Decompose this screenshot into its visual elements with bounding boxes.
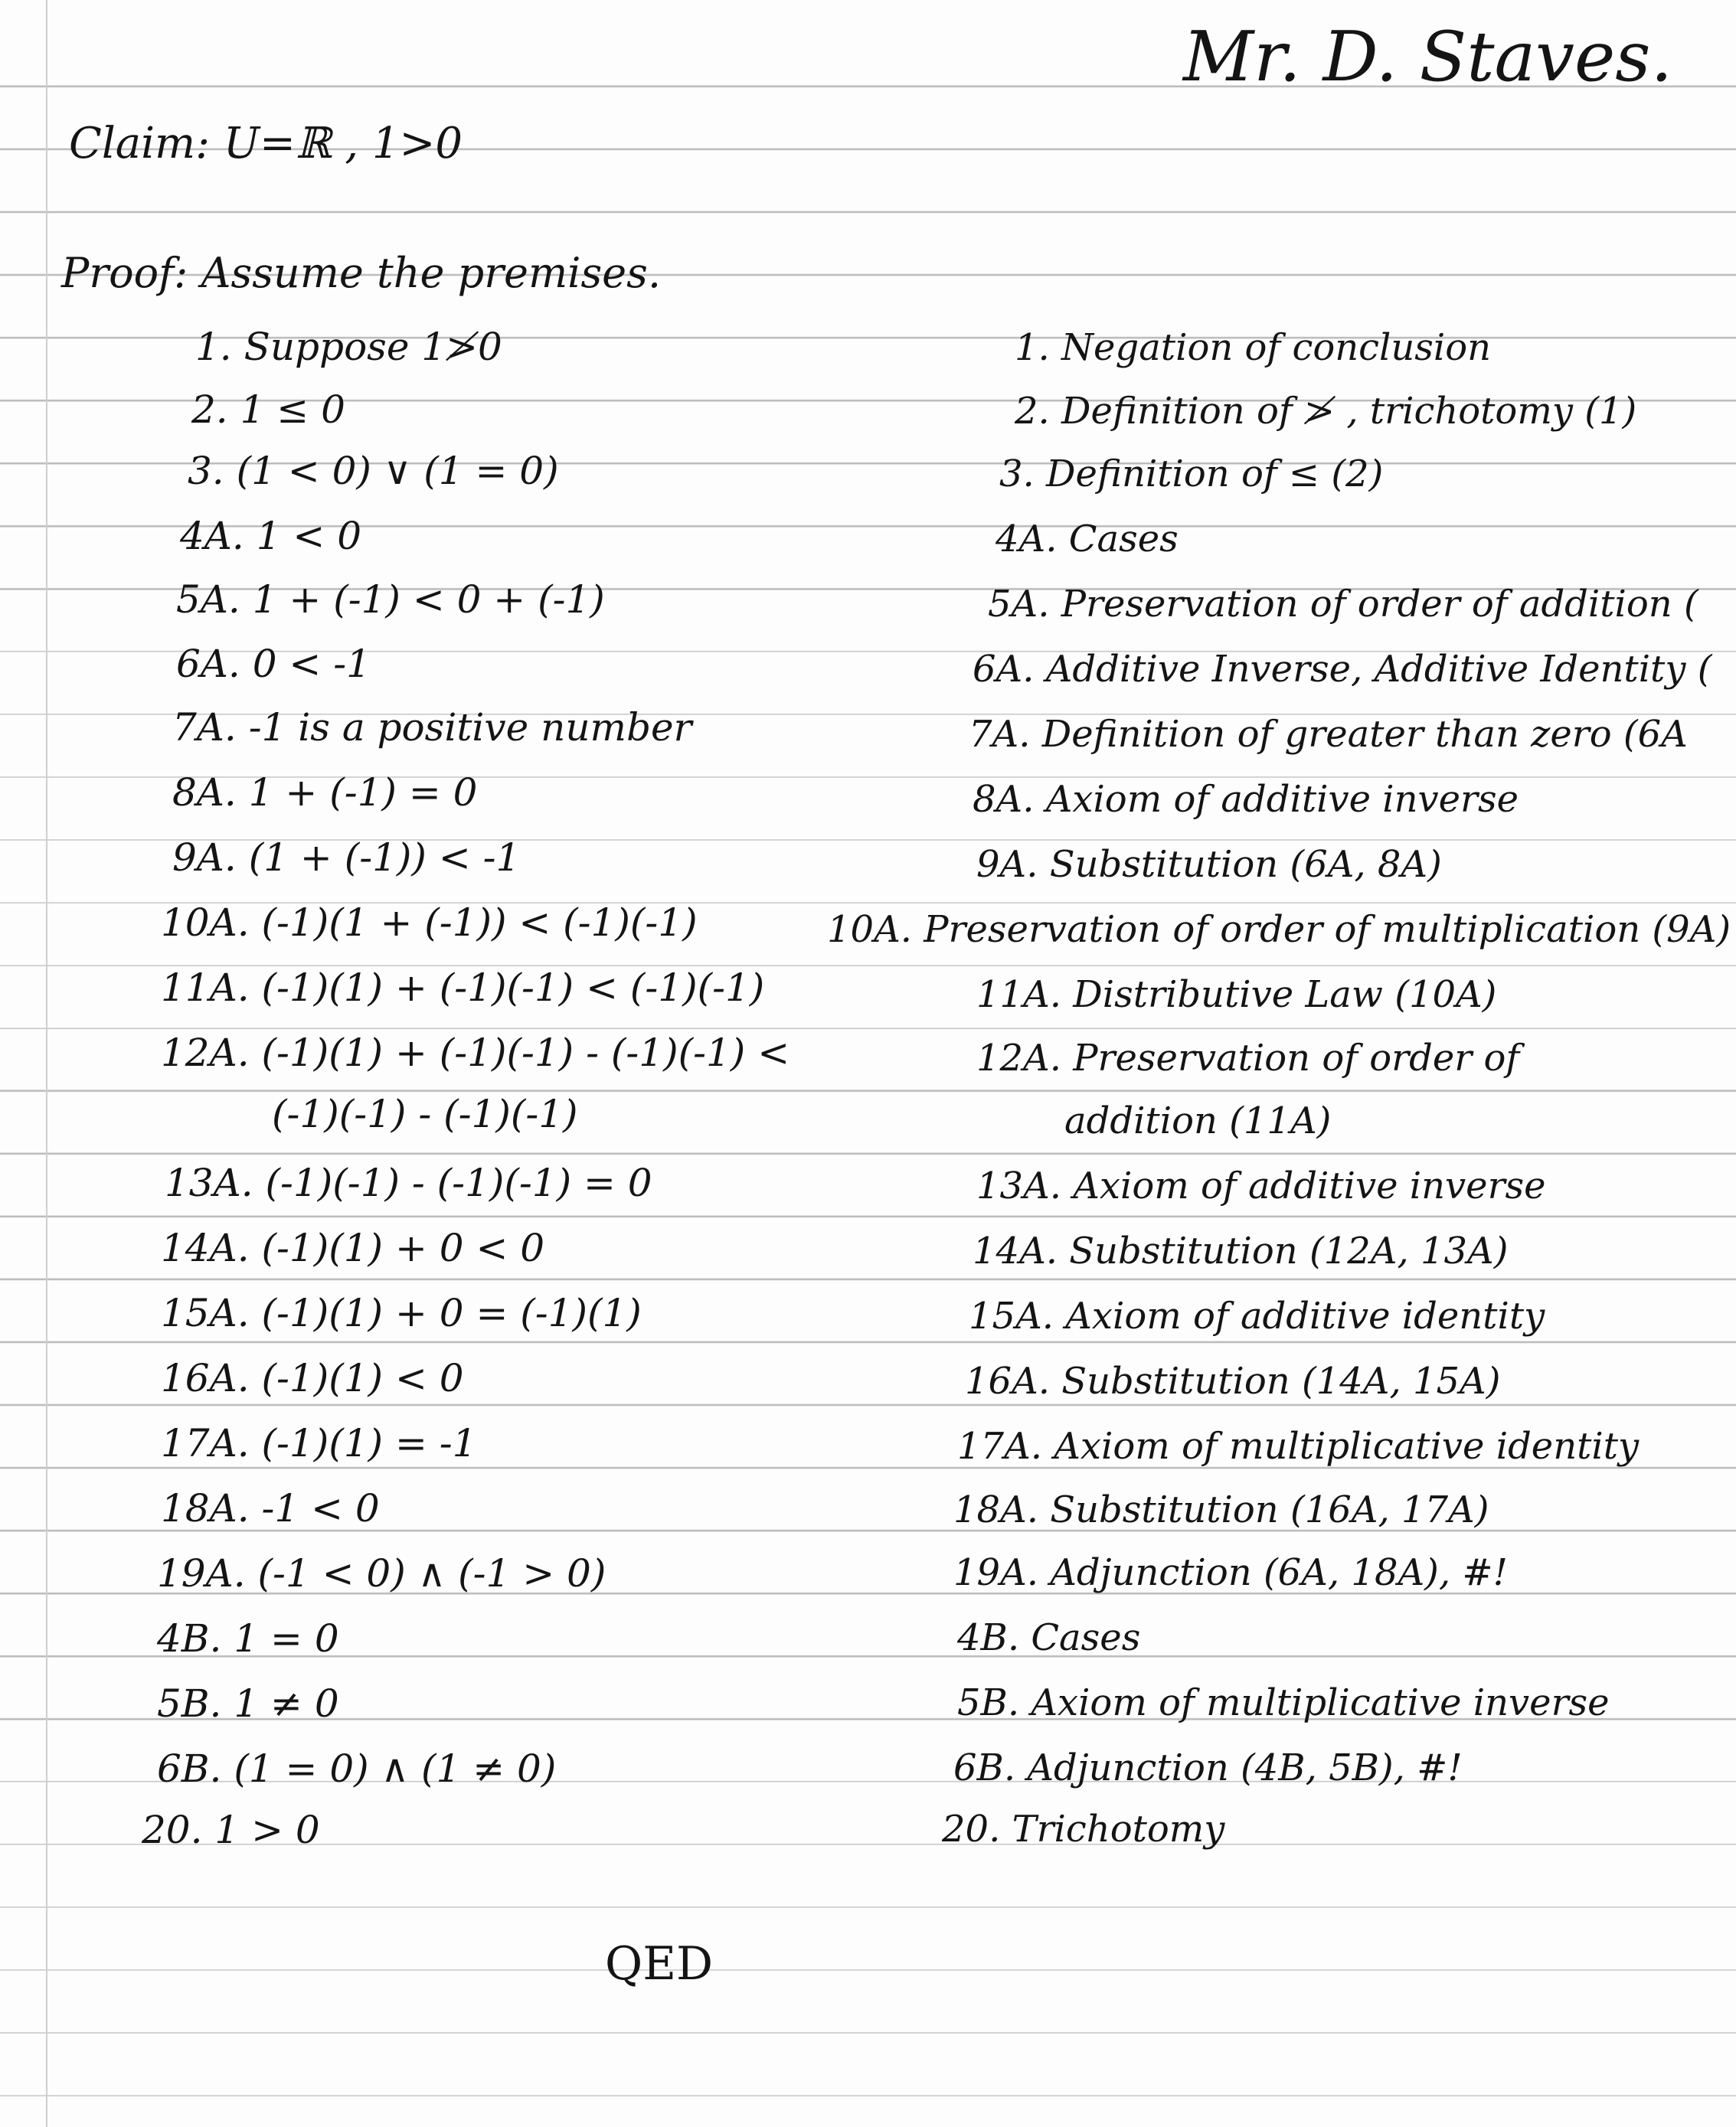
proof-step: 15A. (-1)(1) + 0 = (-1)(1): [161, 1291, 642, 1335]
justification: 5A. Preservation of order of addition (: [988, 583, 1698, 626]
author-signature: Mr. D. Staves.: [1183, 17, 1673, 97]
proof-step: 7A. -1 is a positive number: [172, 705, 692, 750]
proof-step: 4A. 1 < 0: [180, 514, 362, 558]
proof-step-continued: (-1)(-1) - (-1)(-1): [272, 1092, 578, 1136]
justification: 4B. Cases: [957, 1616, 1141, 1659]
proof-step: 5A. 1 + (-1) < 0 + (-1): [176, 577, 605, 622]
proof-step: 11A. (-1)(1) + (-1)(-1) < (-1)(-1): [161, 965, 765, 1010]
justification: 10A. Preservation of order of multiplication (9A): [827, 908, 1731, 951]
justification: 15A. Axiom of additive identity: [969, 1295, 1545, 1338]
proof-step: 16A. (-1)(1) < 0: [161, 1356, 464, 1400]
justification: 19A. Adjunction (6A, 18A), #!: [953, 1551, 1508, 1594]
proof-step: 3. (1 < 0) ∨ (1 = 0): [188, 449, 559, 493]
claim-line: Claim: U=ℝ , 1>0: [69, 119, 463, 168]
justification: 11A. Distributive Law (10A): [976, 973, 1497, 1016]
proof-intro: Proof: Assume the premises.: [61, 249, 661, 297]
qed-mark: QED: [605, 1937, 714, 1991]
proof-step: 6B. (1 = 0) ∧ (1 ≠ 0): [157, 1746, 557, 1791]
margin-line: [46, 0, 47, 2127]
proof-step: 10A. (-1)(1 + (-1)) < (-1)(-1): [161, 900, 698, 945]
justification: 9A. Substitution (6A, 8A): [976, 843, 1442, 886]
proof-step: 18A. -1 < 0: [161, 1486, 380, 1531]
justification: 6B. Adjunction (4B, 5B), #!: [953, 1746, 1463, 1789]
justification: 12A. Preservation of order of: [976, 1037, 1520, 1080]
justification: 13A. Axiom of additive inverse: [976, 1165, 1546, 1207]
justification: 6A. Additive Inverse, Additive Identity (: [973, 648, 1712, 691]
proof-step: 5B. 1 ≠ 0: [157, 1681, 339, 1726]
justification: 3. Definition of ≤ (2): [999, 453, 1384, 495]
proof-step: 20. 1 > 0: [142, 1808, 320, 1852]
justification: 7A. Definition of greater than zero (6A: [969, 713, 1688, 756]
justification: 8A. Axiom of additive inverse: [973, 778, 1519, 821]
justification: 18A. Substitution (16A, 17A): [953, 1488, 1489, 1531]
proof-step: 6A. 0 < -1: [176, 642, 371, 686]
proof-step: 2. 1 ≤ 0: [191, 387, 345, 432]
proof-step: 14A. (-1)(1) + 0 < 0: [161, 1226, 545, 1270]
justification-continued: addition (11A): [1064, 1099, 1332, 1142]
justification: 4A. Cases: [996, 518, 1179, 560]
justification: 14A. Substitution (12A, 13A): [973, 1230, 1509, 1273]
proof-step: 1. Suppose 1≯0: [195, 325, 502, 369]
justification: 1. Negation of conclusion: [1015, 326, 1492, 369]
proof-step: 4B. 1 = 0: [157, 1616, 339, 1661]
justification: 17A. Axiom of multiplicative identity: [957, 1425, 1640, 1468]
proof-step: 19A. (-1 < 0) ∧ (-1 > 0): [157, 1551, 606, 1596]
justification: 16A. Substitution (14A, 15A): [965, 1360, 1501, 1403]
justification: 5B. Axiom of multiplicative inverse: [957, 1681, 1610, 1724]
proof-step: 12A. (-1)(1) + (-1)(-1) - (-1)(-1) <: [161, 1031, 790, 1075]
proof-step: 9A. (1 + (-1)) < -1: [172, 835, 521, 880]
proof-step: 8A. 1 + (-1) = 0: [172, 770, 478, 815]
proof-step: 17A. (-1)(1) = -1: [161, 1421, 477, 1465]
justification: 20. Trichotomy: [942, 1808, 1225, 1851]
justification: 2. Definition of ≯ , trichotomy (1): [1015, 390, 1637, 433]
proof-step: 13A. (-1)(-1) - (-1)(-1) = 0: [165, 1161, 652, 1205]
